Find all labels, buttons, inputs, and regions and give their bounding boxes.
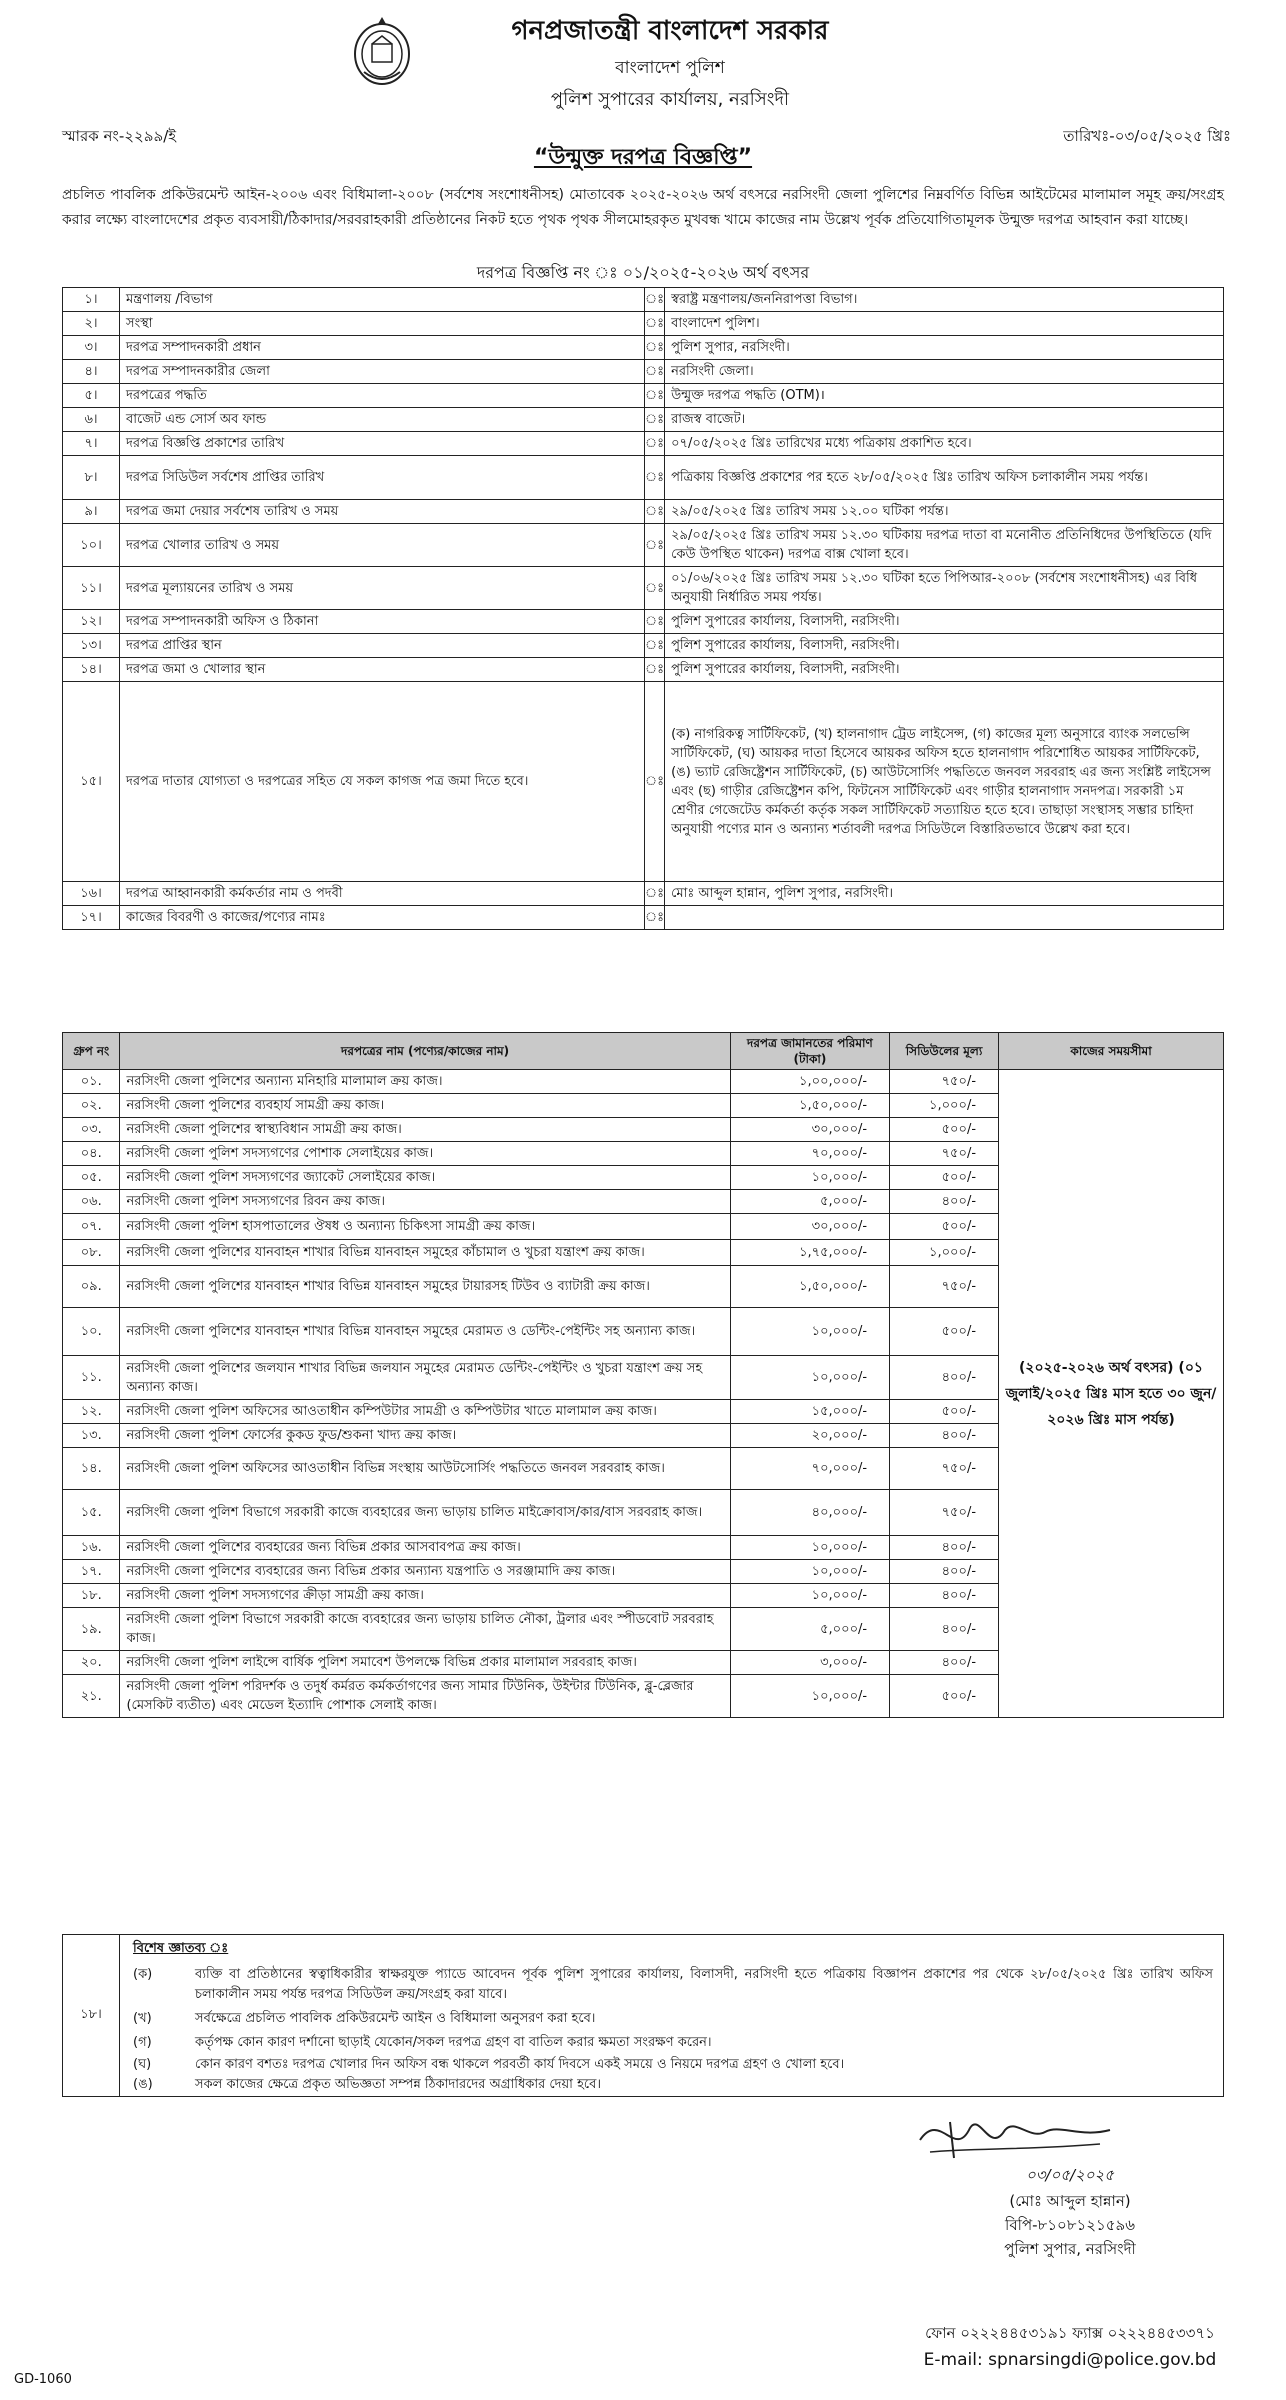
item-name: নরসিংদী জেলা পুলিশ অফিসের আওতাধীন কম্পিউটার সামগ্রী ও কম্পিউটার খাতে মালামাল ক্রয় কাজ।: [120, 1400, 730, 1424]
info-value: নরসিংদী জেলা।: [665, 360, 1224, 384]
info-value: পুলিশ সুপারের কার্যালয়, বিলাসদী, নরসিংদী।: [665, 634, 1224, 658]
col-security: দরপত্র জামানতের পরিমাণ (টাকা): [730, 1033, 889, 1070]
item-serial: ১৭.: [63, 1560, 120, 1584]
info-colon: ঃ: [645, 312, 665, 336]
item-serial: ১৯.: [63, 1608, 120, 1651]
info-row: [63, 610, 1224, 634]
special-notes: [62, 1934, 1224, 2097]
notes-heading: বিশেষ জ্ঞাতব্য ঃ: [133, 1941, 229, 1956]
info-label: দরপত্র বিজ্ঞপ্তি প্রকাশের তারিখ: [120, 432, 645, 456]
info-colon: ঃ: [645, 906, 665, 930]
item-schedule-fee: ৫০০/-: [890, 1214, 999, 1240]
info-label: মন্ত্রণালয় /বিভাগ: [120, 288, 645, 312]
item-name: নরসিংদী জেলা পুলিশ লাইন্সে বার্ষিক পুলিশ সমাবেশ উপলক্ষে বিভিন্ন প্রকার মালামাল সরবরাহ কাজ।: [120, 1651, 730, 1675]
item-schedule-fee: ৫০০/-: [890, 1166, 999, 1190]
info-row: [63, 567, 1224, 610]
item-serial: ০৯.: [63, 1266, 120, 1308]
info-row: [63, 360, 1224, 384]
item-security: ১০,০০০/-: [730, 1560, 889, 1584]
note-text: কোন কারণ বশতঃ দরপত্র খোলার দিন অফিস বন্ধ থাকলে পরবর্তী কার্য দিবসে একই সময়ে ও নিয়মে দরপত্র গ্রহণ ও খোলা হবে।: [195, 2057, 845, 2072]
info-colon: ঃ: [645, 432, 665, 456]
info-serial: ১৫।: [63, 682, 120, 882]
info-value: ২৯/০৫/২০২৫ খ্রিঃ তারিখ সময় ১২.০০ ঘটিকা পর্যন্ত।: [665, 500, 1224, 524]
item-name: নরসিংদী জেলা পুলিশের অন্যান্য মনিহারি মালামাল ক্রয় কাজ।: [120, 1070, 730, 1094]
item-name: নরসিংদী জেলা পুলিশের যানবাহন শাখার বিভিন্ন যানবাহন সমুহের মেরামত ও ডেন্টিং-পেইন্টিং সহ অন্যান্য কাজ।: [120, 1308, 730, 1356]
info-serial: ১৭।: [63, 906, 120, 930]
note-item: [133, 2075, 1213, 2095]
item-schedule-fee: ৫০০/-: [890, 1118, 999, 1142]
info-label: দরপত্র মূল্যায়নের তারিখ ও সময়: [120, 567, 645, 610]
info-label: দরপত্র জমা ও খোলার স্থান: [120, 658, 645, 682]
info-colon: ঃ: [645, 658, 665, 682]
item-serial: ২১.: [63, 1675, 120, 1718]
item-security: ১,৫০,০০০/-: [730, 1266, 889, 1308]
item-security: ১০,০০০/-: [730, 1308, 889, 1356]
handwritten-signature: [910, 2100, 1120, 2170]
info-colon: ঃ: [645, 408, 665, 432]
item-schedule-fee: ৪০০/-: [890, 1356, 999, 1400]
note-item: [133, 1965, 1213, 2005]
info-value: পুলিশ সুপার, নরসিংদী।: [665, 336, 1224, 360]
item-schedule-fee: ৭৫০/-: [890, 1490, 999, 1536]
info-row: [63, 906, 1224, 930]
note-key: (ক): [133, 1967, 153, 1982]
notes-serial: ১৮।: [63, 1935, 120, 2096]
info-colon: ঃ: [645, 634, 665, 658]
item-security: ১,৭৫,০০০/-: [730, 1240, 889, 1266]
info-row: [63, 500, 1224, 524]
item-schedule-fee: ৪০০/-: [890, 1560, 999, 1584]
contact-phone: ফোন ০২২২৪৪৫৩১৯১ ফ্যাক্স ০২২২৪৪৫৩৩৭১: [925, 2324, 1215, 2342]
note-text: ব্যক্তি বা প্রতিষ্ঠানের স্বত্বাধিকারীর স্বাক্ষরযুক্ত প্যাডে আবেদন পূর্বক পুলিশ সুপারের কার্যালয়, বিলাসদী, নরসিংদী হতে পত্রিকায় বিজ্ঞাপন প্রকাশের পর থেকে ২৮/০৫/২০২৫ খ্রিঃ তারিখ অফিস চলাকালীন সময় পর্যন্ত দরপত্র সিডিউল ক্রয়/সংগ্রহ করা যাবে।: [195, 1967, 1213, 2002]
info-colon: ঃ: [645, 567, 665, 610]
info-label: দরপত্র জমা দেয়ার সর্বশেষ তারিখ ও সময়: [120, 500, 645, 524]
item-name: নরসিংদী জেলা পুলিশের স্বাস্থ্যবিধান সামগ্রী ক্রয় কাজ।: [120, 1118, 730, 1142]
item-serial: ০৫.: [63, 1166, 120, 1190]
item-schedule-fee: ৭৫০/-: [890, 1266, 999, 1308]
info-row: [63, 682, 1224, 882]
info-value: ০১/০৬/২০২৫ খ্রিঃ তারিখ সময় ১২.৩০ ঘটিকা হতে পিপিআর-২০০৮ (সর্বশেষ সংশোধনীসহ) এর বিধি অনুযায়ী নির্ধারিত সময় পর্যন্ত।: [665, 567, 1224, 610]
info-label: দরপত্র খোলার তারিখ ও সময়: [120, 524, 645, 567]
item-name: নরসিংদী জেলা পুলিশ সদস্যগণের ক্রীড়া সামগ্রী ক্রয় কাজ।: [120, 1584, 730, 1608]
item-schedule-fee: ৪০০/-: [890, 1190, 999, 1214]
contact-email: E-mail: spnarsingdi@police.gov.bd: [923, 2350, 1217, 2370]
signatory-designation: পুলিশ সুপার, নরসিংদী: [1004, 2240, 1136, 2258]
info-row: [63, 882, 1224, 906]
item-schedule-fee: ১,০০০/-: [890, 1240, 999, 1266]
item-name: নরসিংদী জেলা পুলিশ বিভাগে সরকারী কাজে ব্যবহারের জন্য ভাড়ায় চালিত মাইক্রোবাস/কার/বাস সরবরাহ কাজ।: [120, 1490, 730, 1536]
info-label: দরপত্র সম্পাদনকারীর জেলা: [120, 360, 645, 384]
work-period: (২০২৫-২০২৬ অর্থ বৎসর) (০১ জুলাই/২০২৫ খ্রিঃ মাস হতে ৩০ জুন/২০২৬ খ্রিঃ মাস পর্যন্ত): [999, 1070, 1224, 1718]
note-text: কর্তৃপক্ষ কোন কারণ দর্শানো ছাড়াই যেকোন/সকল দরপত্র গ্রহণ বা বাতিল করার ক্ষমতা সংরক্ষণ করেন।: [195, 2035, 712, 2050]
item-security: ৩,০০০/-: [730, 1651, 889, 1675]
item-schedule-fee: ৪০০/-: [890, 1424, 999, 1448]
item-name: নরসিংদী জেলা পুলিশ হাসপাতালের ঔষধ ও অন্যান্য চিকিৎসা সামগ্রী ক্রয় কাজ।: [120, 1214, 730, 1240]
item-schedule-fee: ৪০০/-: [890, 1651, 999, 1675]
item-serial: ০৪.: [63, 1142, 120, 1166]
info-label: দরপত্র প্রাপ্তির স্থান: [120, 634, 645, 658]
work-item-row: [63, 1070, 1224, 1094]
note-item: [133, 2033, 1213, 2053]
info-serial: ১১।: [63, 567, 120, 610]
item-schedule-fee: ৪০০/-: [890, 1584, 999, 1608]
col-group: গ্রুপ নং: [63, 1033, 120, 1070]
info-row: [63, 456, 1224, 500]
item-serial: ১৬.: [63, 1536, 120, 1560]
info-colon: ঃ: [645, 610, 665, 634]
item-name: নরসিংদী জেলা পুলিশ বিভাগে সরকারী কাজে ব্যবহারের জন্য ভাড়ায় চালিত নৌকা, ট্রলার এবং স্পীডবোট সরবরাহ কাজ।: [120, 1608, 730, 1651]
item-name: নরসিংদী জেলা পুলিশের যানবাহন শাখার বিভিন্ন যানবাহন সমুহের কাঁচামাল ও খুচরা যন্ত্রাংশ ক্রয় কাজ।: [120, 1240, 730, 1266]
col-period: কাজের সময়সীমা: [999, 1033, 1224, 1070]
info-value: রাজস্ব বাজেট।: [665, 408, 1224, 432]
note-text: সকল কাজের ক্ষেত্রে প্রকৃত অভিজ্ঞতা সম্পন্ন ঠিকাদারদের অগ্রাধিকার দেয়া হবে।: [195, 2077, 602, 2092]
info-label: দরপত্র সম্পাদনকারী প্রধান: [120, 336, 645, 360]
info-value: বাংলাদেশ পুলিশ।: [665, 312, 1224, 336]
work-items-header-row: [63, 1033, 1224, 1070]
info-colon: ঃ: [645, 336, 665, 360]
info-row: [63, 524, 1224, 567]
note-item: [133, 2055, 1213, 2075]
info-value: ২৯/০৫/২০২৫ খ্রিঃ তারিখ সময় ১২.৩০ ঘটিকায় দরপত্র দাতা বা মনোনীত প্রতিনিধিদের উপস্থিতিতে (যদি কেউ উপস্থিত থাকেন) দরপত্র বাক্স খোলা হবে।: [665, 524, 1224, 567]
item-schedule-fee: ৭৫০/-: [890, 1070, 999, 1094]
item-security: ১,০০,০০০/-: [730, 1070, 889, 1094]
item-serial: ১৪.: [63, 1448, 120, 1490]
info-serial: ৪।: [63, 360, 120, 384]
info-row: [63, 634, 1224, 658]
item-security: ২০,০০০/-: [730, 1424, 889, 1448]
info-colon: ঃ: [645, 360, 665, 384]
reference-number: স্মারক নং-২২৯৯/ই: [62, 127, 177, 145]
info-row: [63, 384, 1224, 408]
item-security: ৩০,০০০/-: [730, 1118, 889, 1142]
police-seal-icon: [350, 14, 414, 88]
signature-date: ০৩/০৫/২০২৫: [1025, 2166, 1115, 2184]
signatory-bp: বিপি-৮১০৮১২১৫৯৬: [1005, 2216, 1135, 2234]
signatory-name: (মোঃ আব্দুল হান্নান): [1009, 2192, 1131, 2210]
item-serial: ০৬.: [63, 1190, 120, 1214]
item-security: ৪০,০০০/-: [730, 1490, 889, 1536]
item-serial: ১২.: [63, 1400, 120, 1424]
note-key: (খ): [133, 2011, 152, 2026]
info-label: দরপত্র সিডিউল সর্বশেষ প্রাপ্তির তারিখ: [120, 456, 645, 500]
government-title: গনপ্রজাতন্ত্রী বাংলাদেশ সরকার: [511, 16, 829, 46]
item-serial: ০১.: [63, 1070, 120, 1094]
info-row: [63, 432, 1224, 456]
item-name: নরসিংদী জেলা পুলিশের ব্যবহারের জন্য বিভিন্ন প্রকার অন্যান্য যন্ত্রপাতি ও সরঞ্জামাদি ক্রয় কাজ।: [120, 1560, 730, 1584]
item-serial: ০৮.: [63, 1240, 120, 1266]
info-row: [63, 408, 1224, 432]
item-serial: ০৭.: [63, 1214, 120, 1240]
item-schedule-fee: ৫০০/-: [890, 1400, 999, 1424]
item-serial: ০২.: [63, 1094, 120, 1118]
info-value: মোঃ আব্দুল হান্নান, পুলিশ সুপার, নরসিংদী।: [665, 882, 1224, 906]
intro-paragraph: প্রচলিত পাবলিক প্রকিউরমেন্ট আইন-২০০৬ এবং বিধিমালা-২০০৮ (সর্বশেষ সংশোধনীসহ) মোতাবেক ২০২৫-২০২৬ অর্থ বৎসরে নরসিংদী জেলা পুলিশের নিম্নবর্ণিত বিভিন্ন আইটেমের মালামাল সমূহ ক্রয়/সংগ্রহ করার লক্ষ্যে বাংলাদেশের প্রকৃত ব্যবসায়ী/ঠিকাদার/সরবরাহকারী প্রতিষ্ঠানের নিকট হতে পৃথক পৃথক সীলমোহরকৃত মুখবন্ধ খামে কাজের নাম উল্লেখ পূর্বক প্রতিযোগিতামূলক উন্মুক্ত দরপত্র আহবান করা যাচ্ছে।: [62, 187, 1224, 228]
info-serial: ৫।: [63, 384, 120, 408]
item-name: নরসিংদী জেলা পুলিশের ব্যবহারের জন্য বিভিন্ন প্রকার আসবাবপত্র ক্রয় কাজ।: [120, 1536, 730, 1560]
item-name: নরসিংদী জেলা পুলিশ অফিসের আওতাধীন বিভিন্ন সংস্থায় আউটসোর্সিং পদ্ধতিতে জনবল সরবরাহ কাজ।: [120, 1448, 730, 1490]
item-serial: ১৮.: [63, 1584, 120, 1608]
info-serial: ৮।: [63, 456, 120, 500]
info-label: কাজের বিবরণী ও কাজের/পণ্যের নামঃ: [120, 906, 645, 930]
info-label: দরপত্র দাতার যোগ্যতা ও দরপত্রের সহিত যে সকল কাগজ পত্র জমা দিতে হবে।: [120, 682, 645, 882]
item-name: নরসিংদী জেলা পুলিশ সদস্যগণের রিবন ক্রয় কাজ।: [120, 1190, 730, 1214]
item-schedule-fee: ৫০০/-: [890, 1308, 999, 1356]
info-serial: ৬।: [63, 408, 120, 432]
item-name: নরসিংদী জেলা পুলিশের জলযান শাখার বিভিন্ন জলযান সমুহের মেরামত ডেন্টিং-পেইন্টিং ও খুচরা যন্ত্রাংশ ক্রয় সহ অন্যান্য কাজ।: [120, 1356, 730, 1400]
note-item: [133, 2009, 1213, 2029]
item-name: নরসিংদী জেলা পুলিশ সদস্যগণের পোশাক সেলাইয়ের কাজ।: [120, 1142, 730, 1166]
item-schedule-fee: ৪০০/-: [890, 1536, 999, 1560]
info-value: উন্মুক্ত দরপত্র পদ্ধতি (OTM)।: [665, 384, 1224, 408]
item-serial: ২০.: [63, 1651, 120, 1675]
document-code: GD-1060: [14, 2372, 72, 2387]
note-key: (ঙ): [133, 2077, 153, 2092]
item-name: নরসিংদী জেলা পুলিশের যানবাহন শাখার বিভিন্ন যানবাহন সমুহের টায়ারসহ টিউব ও ব্যাটারী ক্রয় কাজ।: [120, 1266, 730, 1308]
note-key: (গ): [133, 2035, 152, 2050]
item-security: ১০,০০০/-: [730, 1675, 889, 1718]
issue-date: তারিখঃ-০৩/০৫/২০২৫ খ্রিঃ: [1063, 127, 1231, 145]
info-row: [63, 336, 1224, 360]
tender-info-table: [62, 287, 1224, 930]
item-security: ১০,০০০/-: [730, 1166, 889, 1190]
info-label: বাজেট এন্ড সোর্স অব ফান্ড: [120, 408, 645, 432]
item-name: নরসিংদী জেলা পুলিশের ব্যবহার্য সামগ্রী ক্রয় কাজ।: [120, 1094, 730, 1118]
info-row: [63, 658, 1224, 682]
info-value: (ক) নাগরিকত্ব সার্টিফিকেট, (খ) হালনাগাদ ট্রেড লাইসেন্স, (গ) কাজের মূল্য অনুসারে ব্যাংক সলভেন্সি সার্টিফিকেট, (ঘ) আয়কর দাতা হিসেবে আয়কর অফিস হতে হালনাগাদ পরিশোধিত আয়কর সার্টিফিকেট, (ঙ) ভ্যাট রেজিষ্ট্রেশন সার্টিফিকেট, (চ) আউটসোর্সিং পদ্ধতিতে জনবল সরবরাহ এর জন্য সংশ্লিষ্ট লাইসেন্স এবং (ছ) গাড়ীর রেজিষ্ট্রেশন কপি, ফিটনেস সার্টিফিকেট এবং গাড়ীর হালনাগাদ সনদপত্র। সরকারী ১ম শ্রেণীর গেজেটেড কর্মকর্তা কর্তৃক সকল সার্টিফিকেট সত্যায়িত হতে হবে। তাছাড়া সংস্থাসহ সম্ভার চাহিদা অনুযায়ী পণ্যের মান ও অন্যান্য শর্তাবলী দরপত্র সিডিউলে বিস্তারিতভাবে উল্লেখ করা হবে।: [665, 682, 1224, 882]
info-label: দরপত্র সম্পাদনকারী অফিস ও ঠিকানা: [120, 610, 645, 634]
info-colon: ঃ: [645, 288, 665, 312]
item-serial: ১৩.: [63, 1424, 120, 1448]
item-security: ১৫,০০০/-: [730, 1400, 889, 1424]
item-security: ১,৫০,০০০/-: [730, 1094, 889, 1118]
item-security: ৫,০০০/-: [730, 1190, 889, 1214]
notice-title: “উন্মুক্ত দরপত্র বিজ্ঞপ্তি”: [533, 145, 753, 170]
item-security: ৭০,০০০/-: [730, 1448, 889, 1490]
info-serial: ৩।: [63, 336, 120, 360]
info-row: [63, 312, 1224, 336]
info-value: ০৭/০৫/২০২৫ খ্রিঃ তারিখের মধ্যে পত্রিকায় প্রকাশিত হবে।: [665, 432, 1224, 456]
info-colon: ঃ: [645, 500, 665, 524]
item-security: ১০,০০০/-: [730, 1536, 889, 1560]
info-colon: ঃ: [645, 524, 665, 567]
department-name: বাংলাদেশ পুলিশ: [615, 58, 725, 78]
info-value: স্বরাষ্ট্র মন্ত্রণালয়/জননিরাপত্তা বিভাগ।: [665, 288, 1224, 312]
info-serial: ১২।: [63, 610, 120, 634]
item-security: ৫,০০০/-: [730, 1608, 889, 1651]
item-serial: ০৩.: [63, 1118, 120, 1142]
info-label: সংস্থা: [120, 312, 645, 336]
info-colon: ঃ: [645, 682, 665, 882]
info-serial: ১০।: [63, 524, 120, 567]
item-security: ১০,০০০/-: [730, 1356, 889, 1400]
info-label: দরপত্রের পদ্ধতি: [120, 384, 645, 408]
col-schedule: সিডিউলের মূল্য: [890, 1033, 999, 1070]
note-text: সর্বক্ষেত্রে প্রচলিত পাবলিক প্রকিউরমেন্ট আইন ও বিধিমালা অনুসরণ করা হবে।: [195, 2011, 596, 2026]
col-name: দরপত্রের নাম (পণ্যের/কাজের নাম): [120, 1033, 730, 1070]
info-value: পত্রিকায় বিজ্ঞপ্তি প্রকাশের পর হতে ২৮/০৫/২০২৫ খ্রিঃ তারিখ অফিস চলাকালীন সময় পর্যন্ত।: [665, 456, 1224, 500]
info-serial: ১।: [63, 288, 120, 312]
item-security: ৩০,০০০/-: [730, 1214, 889, 1240]
item-name: নরসিংদী জেলা পুলিশ পরিদর্শক ও তদুর্ধ কর্মরত কর্মকর্তাগণের জন্য সামার টিউনিক, উইন্টার টিউনিক, ব্লু-ব্লেজার (মেসকিট ব্যতীত) এবং মেডেল ইত্যাদি পোশাক সেলাই কাজ।: [120, 1675, 730, 1718]
item-schedule-fee: ৪০০/-: [890, 1608, 999, 1651]
item-name: নরসিংদী জেলা পুলিশ ফোর্সের কুকড ফুড/শুকনা খাদ্য ক্রয় কাজ।: [120, 1424, 730, 1448]
info-serial: ৯।: [63, 500, 120, 524]
info-label: দরপত্র আহ্বানকারী কর্মকর্তার নাম ও পদবী: [120, 882, 645, 906]
item-security: ১০,০০০/-: [730, 1584, 889, 1608]
item-serial: ১১.: [63, 1356, 120, 1400]
note-key: (ঘ): [133, 2057, 152, 2072]
info-serial: ১৩।: [63, 634, 120, 658]
notice-number: দরপত্র বিজ্ঞপ্তি নং ঃ ০১/২০২৫-২০২৬ অর্থ বৎসর: [476, 263, 810, 282]
work-items-table: [62, 1032, 1224, 1718]
item-serial: ১০.: [63, 1308, 120, 1356]
item-serial: ১৫.: [63, 1490, 120, 1536]
item-schedule-fee: ৭৫০/-: [890, 1448, 999, 1490]
info-serial: ১৪।: [63, 658, 120, 682]
item-security: ৭০,০০০/-: [730, 1142, 889, 1166]
info-value: [665, 906, 1224, 930]
item-schedule-fee: ৫০০/-: [890, 1675, 999, 1718]
info-serial: ৭।: [63, 432, 120, 456]
item-schedule-fee: ৭৫০/-: [890, 1142, 999, 1166]
office-name: পুলিশ সুপারের কার্যালয়, নরসিংদী: [550, 89, 790, 110]
info-colon: ঃ: [645, 456, 665, 500]
info-colon: ঃ: [645, 882, 665, 906]
info-serial: ১৬।: [63, 882, 120, 906]
info-serial: ২।: [63, 312, 120, 336]
info-colon: ঃ: [645, 384, 665, 408]
info-value: পুলিশ সুপারের কার্যালয়, বিলাসদী, নরসিংদী।: [665, 610, 1224, 634]
item-schedule-fee: ১,০০০/-: [890, 1094, 999, 1118]
info-row: [63, 288, 1224, 312]
info-value: পুলিশ সুপারের কার্যালয়, বিলাসদী, নরসিংদী।: [665, 658, 1224, 682]
item-name: নরসিংদী জেলা পুলিশ সদস্যগণের জ্যাকেট সেলাইয়ের কাজ।: [120, 1166, 730, 1190]
